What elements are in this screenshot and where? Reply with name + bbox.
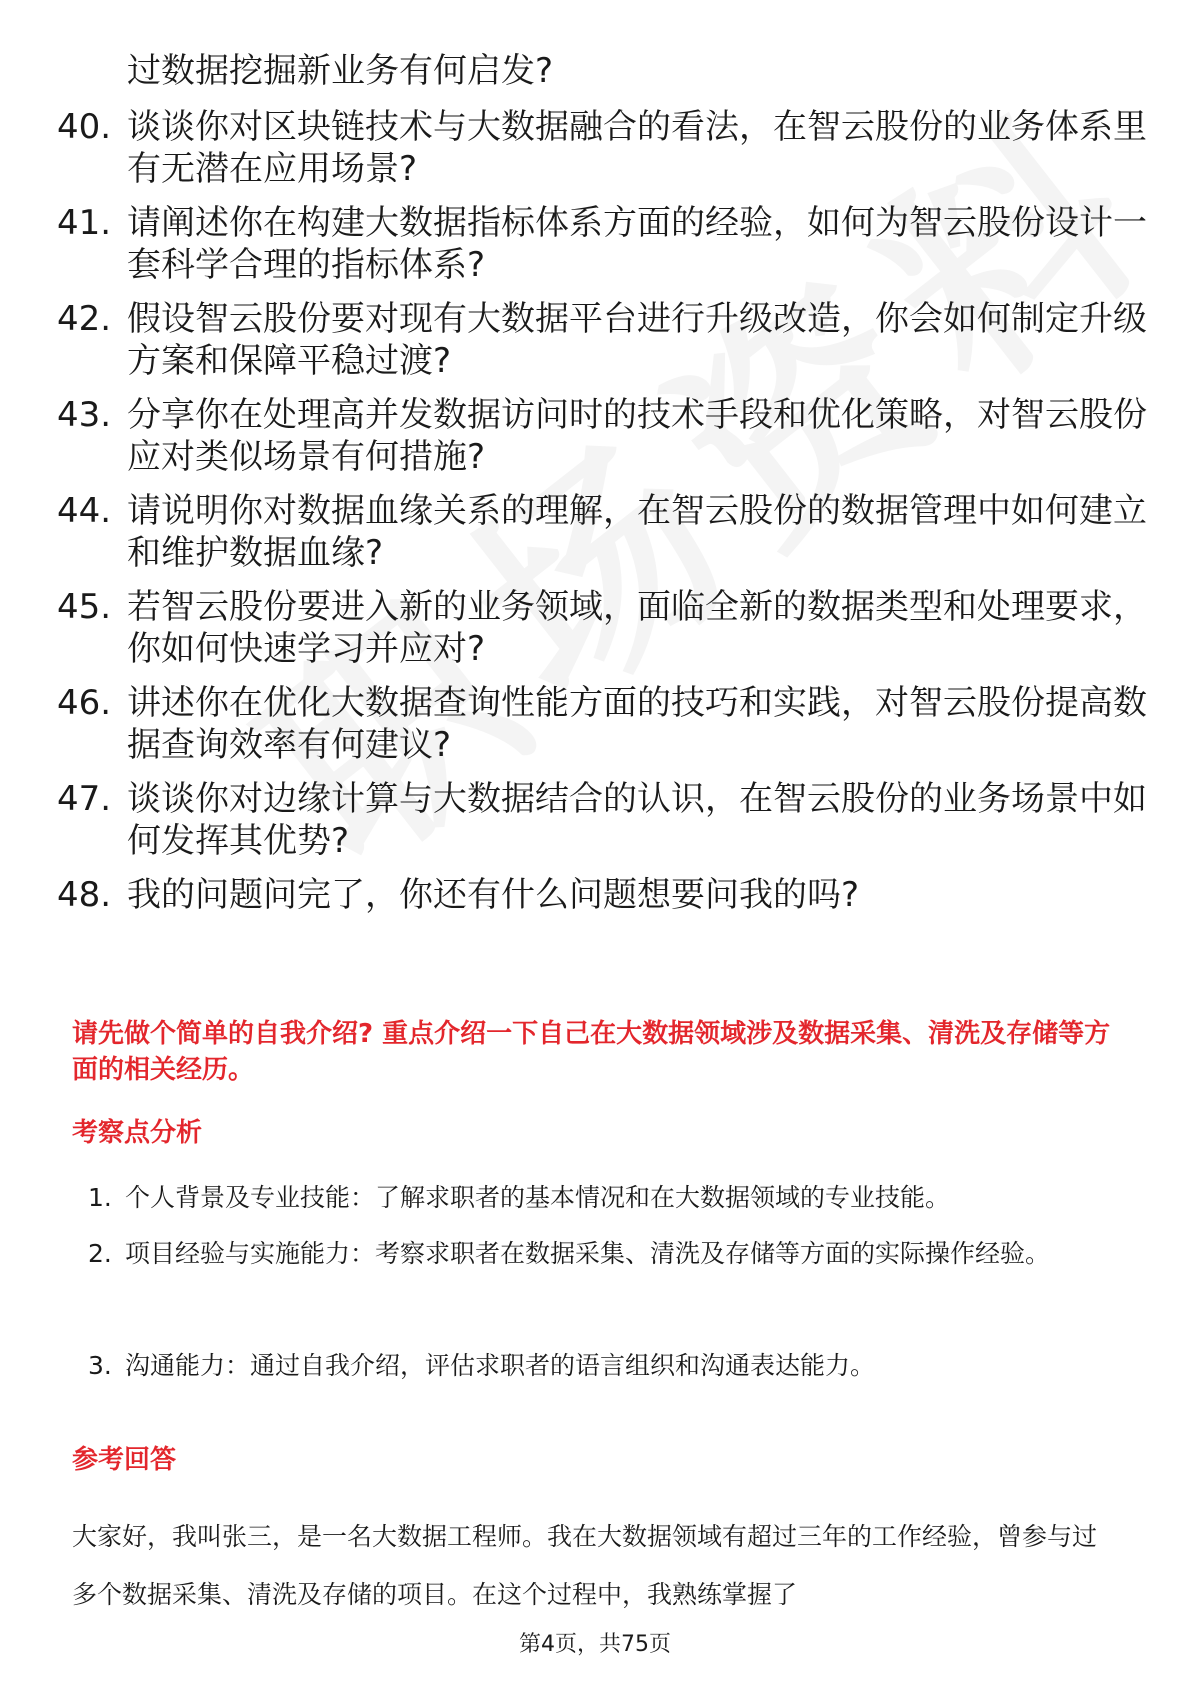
question-number: 47.	[57, 779, 112, 819]
item-number: 2.	[88, 1239, 112, 1268]
reference-answer-title: 参考回答	[72, 1445, 177, 1475]
question-text: 假设智云股份要对现有大数据平台进行升级改造，你会如何制定升级方案和保障平稳过渡?	[127, 299, 1147, 381]
question-continuation: 过数据挖掘新业务有何启发?	[127, 51, 554, 91]
reference-answer-text: 大家好，我叫张三，是一名大数据工程师。我在大数据领域有超过三年的工作经验，曾参与过多个数据采集、清洗及存储的项目。在这个过程中，我熟练掌握了	[72, 1522, 1098, 1609]
page-number: 第4页，共75页	[519, 1632, 671, 1657]
question-number: 46.	[57, 683, 112, 723]
item-number: 1.	[88, 1183, 112, 1212]
question-number: 48.	[57, 875, 112, 915]
analysis-title: 考察点分析	[72, 1118, 203, 1148]
question-number: 45.	[57, 587, 112, 627]
question-number: 42.	[57, 299, 112, 339]
question-text: 讲述你在优化大数据查询性能方面的技巧和实践，对智云股份提高数据查询效率有何建议?	[127, 683, 1147, 765]
question-text: 我的问题问完了，你还有什么问题想要问我的吗?	[127, 875, 860, 915]
question-number: 40.	[57, 107, 112, 147]
question-number: 43.	[57, 395, 112, 435]
item-text: 沟通能力：通过自我介绍，评估求职者的语言组织和沟通表达能力。	[125, 1351, 876, 1380]
question-text: 谈谈你对区块链技术与大数据融合的看法，在智云股份的业务体系里有无潜在应用场景?	[127, 107, 1147, 189]
question-number: 41.	[57, 203, 112, 243]
question-text: 请阐述你在构建大数据指标体系方面的经验，如何为智云股份设计一套科学合理的指标体系?	[127, 203, 1147, 285]
question-text: 谈谈你对边缘计算与大数据结合的认识，在智云股份的业务场景中如何发挥其优势?	[127, 779, 1147, 861]
featured-question: 请先做个简单的自我介绍? 重点介绍一下自己在大数据领域涉及数据采集、清洗及存储等方面的相关经历。	[72, 1019, 1111, 1085]
item-number: 3.	[88, 1351, 112, 1380]
item-text: 个人背景及专业技能：了解求职者的基本情况和在大数据领域的专业技能。	[125, 1183, 951, 1212]
question-number: 44.	[57, 491, 112, 531]
question-text: 请说明你对数据血缘关系的理解，在智云股份的数据管理中如何建立和维护数据血缘?	[127, 491, 1147, 573]
question-text: 分享你在处理高并发数据访问时的技术手段和优化策略，对智云股份应对类似场景有何措施?	[127, 395, 1147, 477]
item-text: 项目经验与实施能力：考察求职者在数据采集、清洗及存储等方面的实际操作经验。	[125, 1239, 1051, 1268]
question-text: 若智云股份要进入新的业务领域，面临全新的数据类型和处理要求，你如何快速学习并应对?	[127, 587, 1147, 669]
